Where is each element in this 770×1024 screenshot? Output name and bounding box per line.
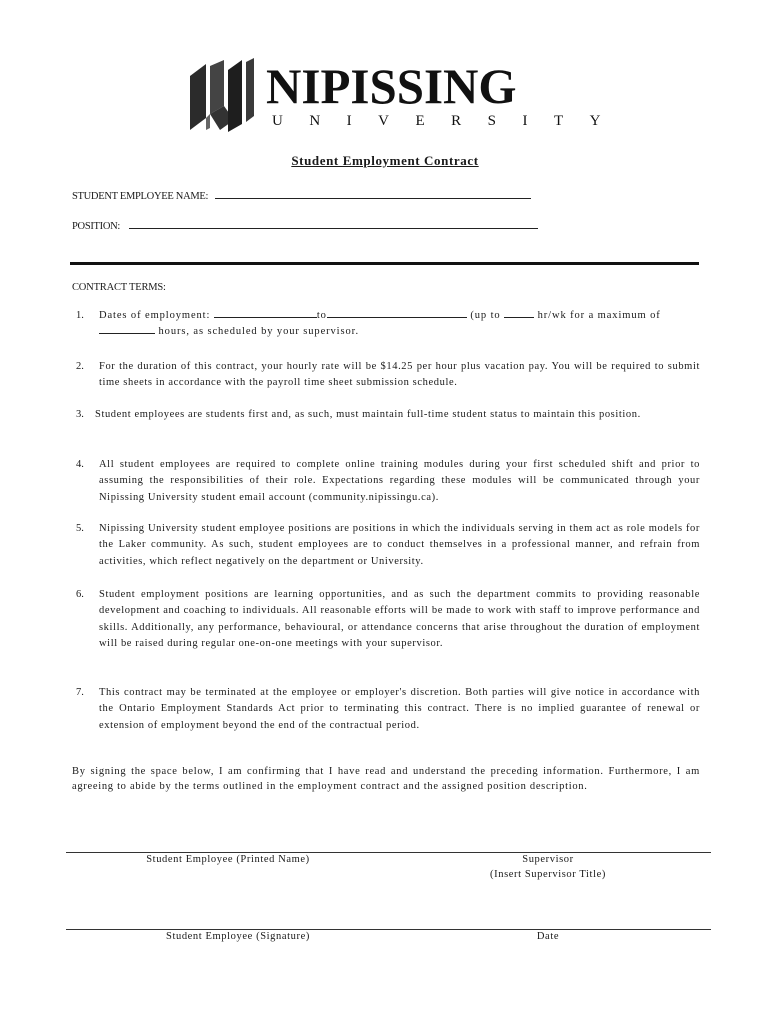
to-label: to xyxy=(316,310,327,321)
signature-label: Student Employee (Signature) xyxy=(166,931,310,942)
position-label: POSITION: xyxy=(72,221,121,232)
contract-terms-heading: CONTRACT TERMS: xyxy=(72,282,166,293)
signing-statement: By signing the space below, I am confirming that I have read and understand the preceding information. Furthermore, I am agreeing to abide by the terms outlined in the employment contract and the assigned position description. xyxy=(72,766,700,792)
position-line[interactable] xyxy=(129,220,538,229)
term-text: This contract may be terminated at the employee or employer's discretion. Both parties will give notice in accordance with the Ontario Employment Standards Act prior to terminating this contract. There is no implied guarantee of renewal or extension of employment beyond the end of the contractual period. xyxy=(99,687,700,731)
term-item-7 xyxy=(72,685,700,735)
term-text: Nipissing University student employee positions are positions in which the individuals serving in them act as role models for the Laker community. As such, student employees are to conduct themselves in a professional manner, and refrain from activities, which reflect negatively on the department or University. xyxy=(99,523,700,567)
logo-subtitle: UNIVERSITY xyxy=(272,113,627,129)
printed-name-label: Student Employee (Printed Name) xyxy=(146,854,310,865)
student-name-field[interactable] xyxy=(72,190,531,202)
term-item-5 xyxy=(72,521,700,571)
dates-label: Dates of employment: xyxy=(99,310,211,321)
student-name-label: STUDENT EMPLOYEE NAME: xyxy=(72,191,209,202)
max-hours-line[interactable] xyxy=(99,324,155,334)
supervisor-label: Supervisor xyxy=(522,854,574,865)
term-number: 6. xyxy=(76,589,84,600)
term-text: Student employees are students first and, as such, must maintain full-time student status to maintain this position. xyxy=(95,409,641,420)
term-number: 1. xyxy=(76,310,84,321)
term-number: 2. xyxy=(76,361,84,372)
supervisor-title-label: (Insert Supervisor Title) xyxy=(490,869,606,880)
end-date-line[interactable] xyxy=(327,308,467,318)
document-title: Student Employment Contract xyxy=(291,153,479,168)
university-logo xyxy=(188,58,627,134)
hours-per-week-label: hr/wk for a maximum of xyxy=(537,310,661,321)
term-text: Student employment positions are learning opportunities, and as such the department commits to providing reasonable development and coaching to individuals. All reasonable efforts will be made to work with staff to improve performance and skills. Additionally, any performance, behavioural, or attendance concerns that arise throughout the duration of employment will be raised during regular one-on-one meetings with your supervisor. xyxy=(99,589,700,650)
section-divider xyxy=(70,262,699,265)
max-hours-label: hours, as scheduled by your supervisor. xyxy=(158,326,359,338)
term-number: 7. xyxy=(76,687,84,698)
term-number: 4. xyxy=(76,459,84,470)
hours-per-week-line[interactable] xyxy=(504,308,534,318)
nipissing-logo-mark-icon xyxy=(188,58,256,134)
term-item-3 xyxy=(72,407,700,441)
position-field[interactable] xyxy=(72,220,538,232)
term-text: For the duration of this contract, your hourly rate will be $14.25 per hour plus vacation pay. You will be required to submit time sheets in accordance with the payroll time sheet submission schedule. xyxy=(99,361,700,389)
logo-wordmark: NIPISSING xyxy=(266,58,517,114)
term-item-6 xyxy=(72,587,700,671)
date-label: Date xyxy=(536,931,560,942)
term-item-2 xyxy=(72,359,700,393)
term-number: 3. xyxy=(76,409,84,420)
up-to-label: (up to xyxy=(470,310,501,321)
term-number: 5. xyxy=(76,523,84,534)
student-name-line[interactable] xyxy=(215,190,531,199)
term-item-4 xyxy=(72,457,700,507)
term-text: All student employees are required to complete online training modules during your first scheduled shift and prior to assuming the responsibilities of their role. Expectations regarding these modules will be communicated through your Nipissing University student email account (community.nipissingu.ca). xyxy=(99,459,700,503)
start-date-line[interactable] xyxy=(214,308,317,318)
term-text xyxy=(99,308,700,341)
term-item-1 xyxy=(72,308,700,342)
